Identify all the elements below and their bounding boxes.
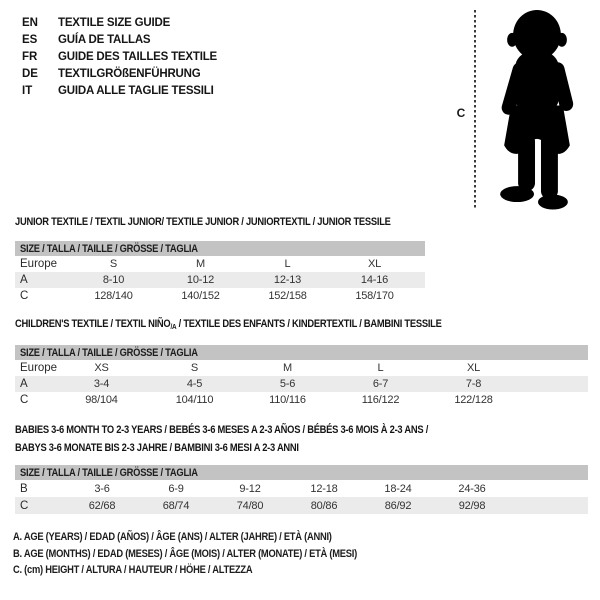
language-code: DE: [22, 67, 38, 80]
legend-row: [22, 82, 217, 99]
value-cell: 92/98: [458, 499, 486, 512]
language-code: EN: [22, 17, 38, 30]
value-cell: 152/158: [268, 290, 307, 302]
children-size-table: [15, 345, 588, 408]
children-table-title: [15, 318, 517, 333]
row-label: B: [20, 482, 28, 495]
legend-label: GUIDE DES TAILLES TEXTILE: [58, 50, 217, 63]
size-header-text: SIZE / TALLA / TAILLE / GRÖSSE / TAGLIA: [20, 346, 198, 359]
legend-label: TEXTILGRÖßENFÜHRUNG: [58, 67, 201, 80]
table-row: [15, 497, 588, 514]
title-post: / TEXTILE DES ENFANTS / KINDERTEXTIL / BAMBINI TESSILE: [176, 318, 442, 330]
size-header-bar: [15, 345, 588, 360]
size-header-bar: [15, 465, 588, 480]
footnote-b-text: B. AGE (MONTHS) / EDAD (MESES) / ÂGE (MOIS) / ALTER (MONATE) / ETÀ (MESI): [13, 547, 357, 560]
value-cell: 12-18: [310, 482, 338, 495]
value-cell: 140/152: [181, 290, 220, 302]
size-cell: XS: [94, 362, 109, 374]
size-header-bar: [15, 241, 425, 256]
value-cell: 80/86: [310, 499, 338, 512]
title-pre: CHILDREN'S TEXTILE / TEXTIL NIÑO: [15, 318, 171, 330]
value-cell: 10-12: [186, 274, 215, 286]
leg-right: [541, 133, 558, 199]
value-cell: 128/140: [94, 290, 133, 302]
language-legend: [22, 15, 217, 99]
value-cell: 110/116: [269, 394, 306, 406]
table-row: [15, 288, 425, 304]
ear-right: [557, 33, 567, 47]
footnote-a: [13, 531, 418, 548]
junior-table-title-text: JUNIOR TEXTILE / TEXTIL JUNIOR/ TEXTILE JUNIOR / JUNIORTEXTIL / JUNIOR TESSILE: [15, 216, 391, 228]
value-cell: 62/68: [88, 499, 116, 512]
table-row: [15, 272, 425, 288]
language-code: ES: [22, 34, 38, 47]
footnote-a-text: A. AGE (YEARS) / EDAD (AÑOS) / ÂGE (ANS) / ALTER (JAHRE) / ETÀ (ANNI): [13, 531, 332, 543]
footnote-b: [13, 548, 418, 565]
height-label-c: C: [456, 106, 466, 120]
babies-size-table: [15, 465, 588, 514]
footnote-c: [13, 564, 418, 581]
value-cell: 74/80: [236, 499, 264, 512]
legend-row: [22, 15, 217, 32]
footnotes: [13, 531, 418, 581]
row-label: A: [20, 378, 28, 390]
height-measure-dashed-line: [474, 10, 476, 208]
row-label: Europe: [20, 362, 58, 374]
foot-right: [538, 195, 568, 210]
value-cell: 122/128: [454, 394, 493, 406]
row-label: Europe: [20, 258, 58, 270]
value-cell: 98/104: [85, 394, 118, 406]
foot-left: [500, 186, 534, 202]
row-label: C: [20, 290, 29, 302]
value-cell: 18-24: [384, 482, 412, 495]
size-header-text: SIZE / TALLA / TAILLE / GRÖSSE / TAGLIA: [20, 466, 198, 479]
value-cell: 158/170: [355, 290, 394, 302]
size-cell: XL: [367, 258, 382, 270]
legend-row: [22, 32, 217, 49]
value-cell: 68/74: [162, 499, 190, 512]
size-cell: M: [196, 258, 205, 270]
value-cell: 6-9: [168, 482, 184, 495]
babies-title-line1: BABIES 3-6 MONTH TO 2-3 YEARS / BEBÉS 3-6 MESES A 2-3 AÑOS / BÉBÉS 3-6 MOIS À 2-3 ANS /: [15, 424, 429, 436]
value-cell: 9-12: [239, 482, 261, 495]
value-cell: 24-36: [458, 482, 486, 495]
babies-title-line2: BABYS 3-6 MONATE BIS 2-3 JAHRE / BAMBINI 3-6 MESI A 2-3 ANNI: [15, 442, 299, 454]
value-cell: 86/92: [384, 499, 412, 512]
legend-label: GUÍA DE TALLAS: [58, 34, 151, 47]
size-cell: XL: [466, 362, 481, 374]
size-header-text: SIZE / TALLA / TAILLE / GRÖSSE / TAGLIA: [20, 242, 198, 255]
table-row: [15, 256, 425, 272]
junior-table-title: [15, 216, 457, 229]
table-row: [15, 392, 588, 408]
subscript-a: /A: [170, 322, 177, 331]
legend-row: [22, 65, 217, 82]
language-code: FR: [22, 50, 38, 63]
junior-size-table: [15, 241, 425, 304]
babies-table-title: [15, 421, 501, 457]
table-row: [15, 480, 588, 497]
value-cell: 116/122: [361, 394, 400, 406]
ear-left: [507, 33, 517, 47]
value-cell: 6-7: [372, 378, 389, 390]
value-cell: 4-5: [186, 378, 203, 390]
value-cell: 3-4: [93, 378, 110, 390]
toddler-silhouette-image: [481, 6, 593, 211]
language-code: IT: [22, 84, 33, 97]
table-row: [15, 376, 588, 392]
shorts: [504, 106, 570, 154]
value-cell: 104/110: [175, 394, 214, 406]
size-cell: S: [190, 362, 199, 374]
value-cell: 14-16: [360, 274, 389, 286]
legend-label: TEXTILE SIZE GUIDE: [58, 17, 171, 30]
row-label: A: [20, 274, 28, 286]
value-cell: 7-8: [465, 378, 482, 390]
size-cell: L: [284, 258, 291, 270]
value-cell: 5-6: [279, 378, 296, 390]
value-cell: 3-6: [94, 482, 110, 495]
row-label: C: [20, 394, 29, 406]
legend-row: [22, 49, 217, 66]
leg-left: [518, 133, 535, 191]
table-row: [15, 360, 588, 376]
size-cell: L: [377, 362, 384, 374]
children-table-title-text: [15, 318, 442, 333]
value-cell: 12-13: [273, 274, 302, 286]
footnote-c-text: C. (cm) HEIGHT / ALTURA / HAUTEUR / HÖHE / ALTEZZA: [13, 564, 253, 577]
size-cell: M: [283, 362, 292, 374]
size-cell: S: [109, 258, 118, 270]
legend-label: GUIDA ALLE TAGLIE TESSILI: [58, 84, 214, 97]
value-cell: 8-10: [102, 274, 125, 286]
row-label: C: [20, 499, 29, 512]
